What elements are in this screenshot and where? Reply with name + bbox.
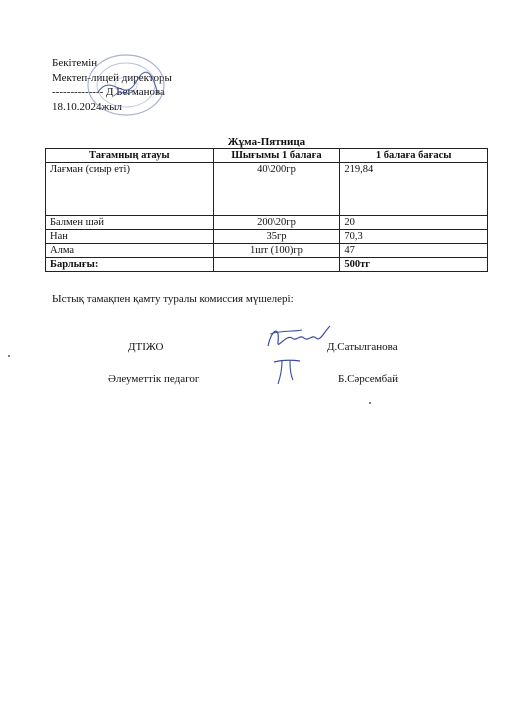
dish-name-cell: Алма <box>46 244 214 258</box>
member-2-role: Әлеуметтік педагог <box>108 373 200 385</box>
dish-name-cell: Нан <box>46 230 214 244</box>
approval-line-3: -------------- Д Бегманова <box>52 86 165 98</box>
member-1-role: ДТІЖО <box>128 341 164 353</box>
approval-line-1: Бекітемін <box>52 57 98 69</box>
approval-block <box>52 56 172 114</box>
table-row <box>46 244 488 258</box>
menu-day-title: Жұма-Пятница <box>227 136 306 148</box>
member-1-name: Д.Сатылганова <box>327 341 398 353</box>
price-cell: 70,3 <box>340 230 488 244</box>
total-empty-cell <box>213 258 340 272</box>
scan-speck <box>369 402 371 404</box>
member-1-signature <box>262 320 334 354</box>
scan-speck <box>8 355 10 357</box>
total-row <box>46 258 488 272</box>
menu-header-row <box>46 149 488 163</box>
total-label: Барлығы: <box>46 258 214 272</box>
member-2-name: Б.Сәрсембай <box>338 373 399 385</box>
table-row <box>46 163 488 216</box>
price-cell: 47 <box>340 244 488 258</box>
portion-cell: 40\200гр <box>213 163 340 216</box>
table-row <box>46 230 488 244</box>
portion-cell: 1шт (100)гр <box>213 244 340 258</box>
approval-line-2: Мектеп-лицей директоры <box>52 71 172 84</box>
dish-name-cell: Балмен шәй <box>46 216 214 230</box>
commission-heading: Ыстық тамақпен қамту туралы комиссия мүшелері: <box>52 293 294 305</box>
table-row <box>46 216 488 230</box>
member-2-signature <box>270 356 304 386</box>
menu-table <box>45 148 488 272</box>
portion-cell: 200\20гр <box>213 216 340 230</box>
header-portion: Шығымы 1 балаға <box>213 149 340 163</box>
dish-name-cell: Лағман (сиыр еті) <box>46 163 214 216</box>
portion-cell: 35гр <box>213 230 340 244</box>
price-cell: 219,84 <box>340 163 488 216</box>
header-price: 1 балаға бағасы <box>340 149 488 163</box>
header-dish-name: Тағамның атауы <box>46 149 214 163</box>
total-value: 500тг <box>340 258 488 272</box>
price-cell: 20 <box>340 216 488 230</box>
approval-date: 18.10.2024жыл <box>52 100 122 113</box>
